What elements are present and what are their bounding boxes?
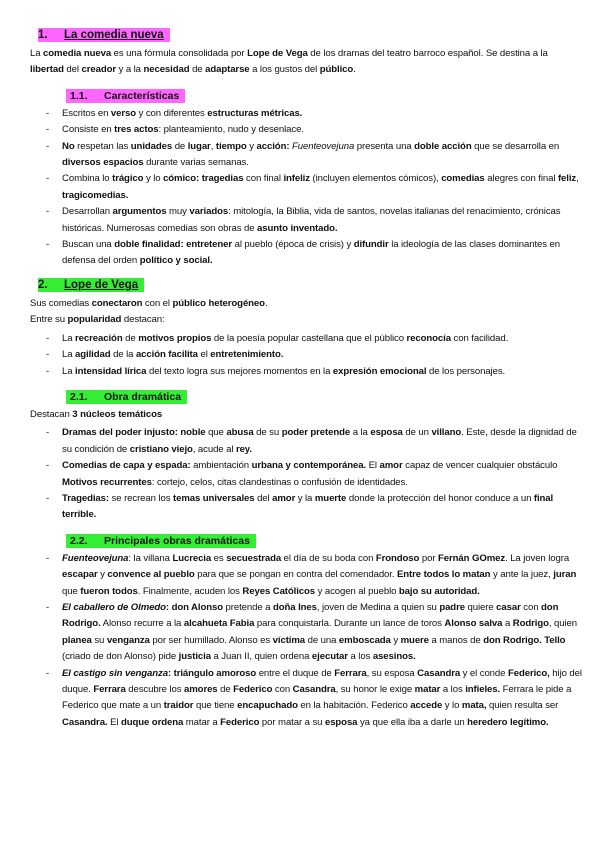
subsection-heading-2-2 — [66, 534, 582, 548]
main-works-list — [30, 551, 582, 731]
section-intro-2: Entre su popularidad destacan: — [30, 314, 165, 326]
subsection-intro: Destacan 3 núcleos temáticos — [30, 408, 163, 420]
list-item: - Escritos en verso y con diferentes estructuras métricas. — [62, 106, 582, 122]
list-item: - La recreación de motivos propios de la poesía popular castellana que el público reconocía con facilidad. — [62, 331, 582, 347]
list-item: - No respetan las unidades de lugar, tiempo y acción: Fuenteovejuna presenta una doble acción que se desarrolla en diversos espacios durante varias semanas. — [62, 139, 582, 172]
list-item: - Fuenteovejuna: la villana Lucrecia es secuestrada el día de su boda con Frondoso por Fernán GOmez. La joven logra escapar y convence al pueblo para que se pongan en contra del comendador. Entre todos lo matan y ante la juez, juran que fueron todos. Finalmente, acuden los Reyes Católicos y acogen al pueblo bajo su autoridad. — [62, 551, 582, 600]
list-item: - Tragedias: se recrean los temas universales del amor y la muerte donde la protección del honor conduce a un final terrible. — [62, 491, 582, 524]
list-item: - La agilidad de la acción facilita el entretenimiento. — [62, 347, 582, 363]
list-item: - El castigo sin venganza: triángulo amoroso entre el duque de Ferrara, su esposa Casandra y el conde Federico, hijo del duque. Ferrara descubre los amores de Federico con Casandra, su honor le exige matar a los infieles. Ferrara le pide a Federico que mate a un traidor que tiene encapuchado en la habitación. Federico accede y lo mata, quien resulta ser Casandra. El duque ordena matar a Federico por matar a su esposa ya que ella iba a darle un heredero legítimo. — [62, 666, 582, 732]
subsection-title: Obra dramática — [104, 390, 182, 403]
subsection-heading-2-1 — [66, 390, 582, 404]
list-item: - El caballero de Olmedo: don Alonso pretende a doña Ines, joven de Medina a quien su padre quiere casar con don Rodrigo. Alonso recurre a la alcahueta Fabia para conquistarla. Durante un lance de toros Alonso salva a Rodrigo, quien planea su venganza por ser humillado. Alonso es víctima de una emboscada y muere a manos de don Rodrigo. Tello (criado de don Alonso) pide justicia a Juan II, quien ordena ejecutar a los asesinos. — [62, 600, 582, 666]
subsection-title: Principales obras dramáticas — [104, 534, 250, 547]
section-number: 1. — [38, 29, 48, 41]
section-title: Lope de Vega — [64, 278, 139, 291]
subsection-heading-1-1 — [66, 89, 582, 103]
list-item: - Comedias de capa y espada: ambientación urbana y contemporánea. El amor capaz de vencer cualquier obstáculo Motivos recurrentes: cortejo, celos, citas clandestinas o confusión de identidades. — [62, 458, 582, 491]
list-item: - Consiste en tres actos: planteamiento, nudo y desenlace. — [62, 122, 582, 138]
subsection-number: 1.1. — [70, 89, 88, 102]
thematic-nuclei-list — [30, 425, 582, 523]
section-heading-2 — [30, 278, 582, 293]
section-title: La comedia nueva — [64, 29, 164, 41]
subsection-number: 2.2. — [70, 534, 88, 547]
section-intro: Sus comedias conectaron con el público heterogéneo. — [30, 297, 268, 309]
section-intro: La comedia nueva es una fórmula consolidada por Lope de Vega de los dramas del teatro barroco español. Se destina a la libertad del creador y a la necesidad de adaptarse a los gustos del público. — [30, 48, 548, 76]
list-item: - Buscan una doble finalidad: entretener al pueblo (época de crisis) y difundir la ideología de las clases dominantes en defensa del orden político y social. — [62, 237, 582, 270]
popularity-list — [30, 331, 582, 380]
section-number: 2. — [38, 278, 48, 291]
list-item: - Desarrollan argumentos muy variados: mitología, la Biblia, vida de santos, novelas italianas del renacimiento, crónicas históricas. Numerosas comedias son obras de asunto inventado. — [62, 204, 582, 237]
subsection-number: 2.1. — [70, 390, 88, 403]
section-heading-1 — [30, 28, 582, 43]
list-item: - La intensidad lírica del texto logra sus mejores momentos en la expresión emocional de los personajes. — [62, 364, 582, 380]
subsection-title: Características — [104, 89, 180, 102]
list-item: - Dramas del poder injusto: noble que abusa de su poder pretende a la esposa de un villano. Este, desde la dignidad de su condición de cristiano viejo, acude al rey. — [62, 425, 582, 458]
list-item: - Combina lo trágico y lo cómico: tragedias con final infeliz (incluyen elementos cómicos), comedias alegres con final feliz, tragicomedias. — [62, 171, 582, 204]
characteristics-list — [30, 106, 582, 270]
